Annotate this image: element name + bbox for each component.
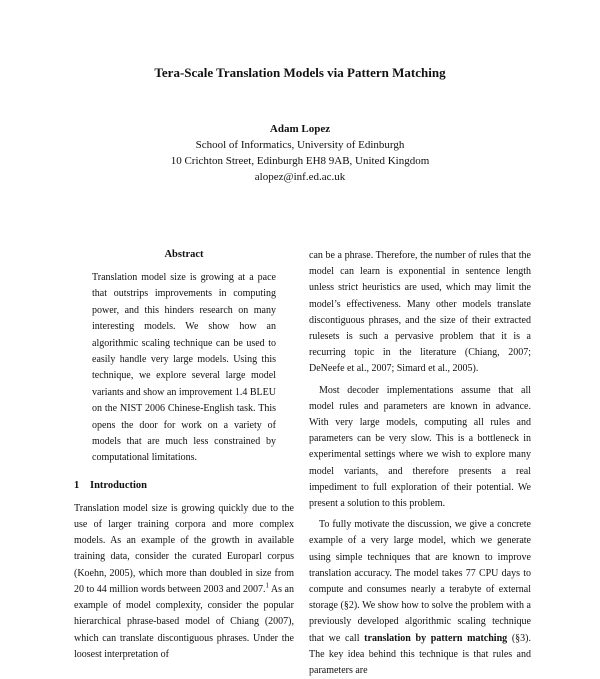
right-paragraph-2: Most decoder implementations assume that all model rules and parameters are known in advance. With very large models, computing all rules and parameters can be very slow. This is a bottleneck in experimental settings where we wish to explore many model variants, and therefore presents a real impediment to full exploration of their potential. We present a solution to this problem. [309, 384, 531, 510]
intro-paragraph-1 [74, 501, 294, 663]
right-paragraph-1: can be a phrase. Therefore, the number of rules that the model can learn is exponential in sentence length unless strict heuristics are used, which may limit the model’s effectiveness. Many other models translate discontiguous phrases, and the size of their extracted rulesets is such a pervasive problem that it is a recurring topic in the literature (Chiang, 2007; DeNeefe et al., 2007; Simard et al., 2005). [309, 250, 531, 375]
paper-title: Tera-Scale Translation Models via Pattern Matching [154, 65, 446, 80]
section-number: 1 [74, 479, 80, 491]
section-heading-introduction [74, 479, 294, 493]
right-p3-bold-term: translation by pattern matching [364, 632, 508, 644]
author-affiliation: School of Informatics, University of Edinburgh [195, 139, 405, 151]
footnote-marker: 1 [265, 581, 269, 590]
right-p3-part-a: To fully motivate the discussion, we give a concrete example of a very large model, which we generate using simple techniques that are known to improve translation accuracy. The model takes 77 CPU days to compute and consumes nearly a terabyte of external storage (§2). We show how to solve the problem with a previously developed algorithmic scaling technique that we call [309, 519, 531, 644]
author-email: alopez@inf.ed.ac.uk [254, 171, 346, 183]
right-p3-part-b: (§3). The key idea behind this technique is that rules and parameters are [309, 632, 531, 677]
author-block [0, 121, 600, 185]
abstract-heading: Abstract [164, 249, 204, 260]
right-column [309, 248, 531, 679]
left-column [74, 248, 294, 663]
intro-p1-part-a: Translation model size is growing quickly due to the use of larger training corpora and more complex models. As an example of the growth in available training data, consider the curated Europarl corpus (Koehn, 2005), which more than doubled in size from 20 to 44 million words between 2003 and 2007. [74, 502, 294, 595]
author-address: 10 Crichton Street, Edinburgh EH8 9AB, United Kingdom [170, 155, 430, 167]
author-name: Adam Lopez [269, 123, 331, 135]
right-paragraph-3 [309, 517, 531, 679]
intro-p1-part-b: As an example of model complexity, consider the popular hierarchical phrase-based model of Chiang (2007), which can translate discontiguous phrases. Under the loosest interpretation of [74, 583, 294, 660]
section-title: Introduction [90, 479, 147, 491]
abstract-text: Translation model size is growing at a pace that outstrips improvements in computing power, and this hinders research on many interesting models. We show how an algorithmic scaling technique can be used to easily handle very large models. Using this technique, we explore several large model variants and show an improvement 1.4 BLEU on the NIST 2006 Chinese-English task. This opens the door for work on a variety of models that are much less constrained by computational limitations. [92, 272, 276, 464]
